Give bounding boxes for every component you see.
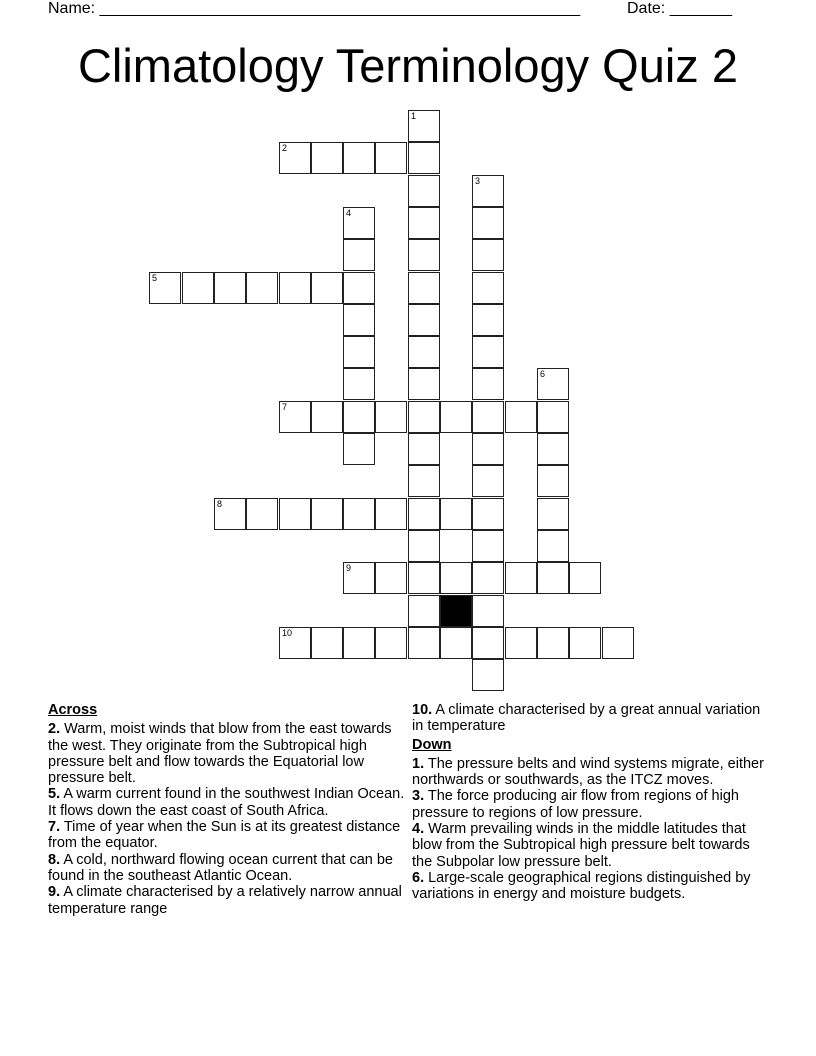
clue-down-4: 4. Warm prevailing winds in the middle latitudes that blow from the Subtropical high pressure belt towards the Subpolar low pressure belt. xyxy=(412,821,750,870)
grid-cell[interactable] xyxy=(343,368,375,400)
name-field-label: Name: ______________________________________________________ xyxy=(48,0,581,17)
grid-cell[interactable] xyxy=(246,498,278,530)
grid-cell[interactable] xyxy=(375,142,407,174)
grid-cell[interactable] xyxy=(343,304,375,336)
grid-cell[interactable] xyxy=(472,368,504,400)
grid-cell[interactable] xyxy=(279,142,311,174)
clue-number: 10 xyxy=(282,628,293,638)
grid-cell[interactable] xyxy=(246,272,278,304)
grid-cell[interactable] xyxy=(537,498,569,530)
grid-cell[interactable] xyxy=(569,627,601,659)
grid-cell[interactable] xyxy=(408,562,440,594)
grid-cell[interactable] xyxy=(505,401,537,433)
grid-cell[interactable] xyxy=(472,401,504,433)
across-heading: Across xyxy=(48,702,98,718)
grid-cell[interactable] xyxy=(408,498,440,530)
grid-cell[interactable] xyxy=(408,110,440,142)
grid-cell[interactable] xyxy=(408,272,440,304)
clue-down-1: 1. The pressure belts and wind systems migrate, either northwards or southwards, as the ITCZ moves. xyxy=(412,755,764,789)
grid-cell[interactable] xyxy=(343,239,375,271)
clue-down-3: 3. The force producing air flow from regions of high pressure to regions of low pressure. xyxy=(412,788,739,821)
page-title: Climatology Terminology Quiz 2 xyxy=(77,39,739,92)
grid-cell[interactable] xyxy=(408,336,440,368)
grid-cell[interactable] xyxy=(440,627,472,659)
grid-cell[interactable] xyxy=(408,465,440,497)
grid-cell[interactable] xyxy=(537,562,569,594)
grid-cell[interactable] xyxy=(279,498,311,530)
grid-cell[interactable] xyxy=(408,368,440,400)
clue-number: 4 xyxy=(346,208,352,218)
clue-down-6: 6. Large-scale geographical regions distinguished by variations in energy and moisture budgets. xyxy=(412,869,751,903)
grid-cell[interactable] xyxy=(472,627,504,659)
clue-across-8: 8. A cold, northward flowing ocean current that can be found in the southeast Atlantic Ocean. xyxy=(48,851,393,884)
grid-cell[interactable] xyxy=(537,530,569,562)
grid-cell[interactable] xyxy=(537,401,569,433)
grid-cell[interactable] xyxy=(440,498,472,530)
grid-cell[interactable] xyxy=(343,498,375,530)
clue-across-7: 7. Time of year when the Sun is at its greatest distance from the equator. xyxy=(48,819,401,852)
grid-cell[interactable] xyxy=(279,401,311,433)
clue-number: 6 xyxy=(540,369,546,379)
clue-across-5: 5. A warm current found in the southwest Indian Ocean. It flows down the east coast of South Africa. xyxy=(48,786,405,819)
grid-cell[interactable] xyxy=(311,498,343,530)
grid-cell[interactable] xyxy=(602,627,634,659)
grid-cell[interactable] xyxy=(472,433,504,465)
grid-cell[interactable] xyxy=(182,272,214,304)
grid-cell[interactable] xyxy=(343,433,375,465)
grid-cell[interactable] xyxy=(311,272,343,304)
grid-cell[interactable] xyxy=(472,659,504,691)
grid-cell[interactable] xyxy=(472,336,504,368)
grid-cell[interactable] xyxy=(472,272,504,304)
clue-number: 8 xyxy=(217,499,223,509)
grid-cell[interactable] xyxy=(408,530,440,562)
grid-cell[interactable] xyxy=(375,562,407,594)
clue-across-2: 2. Warm, moist winds that blow from the east towards the west. They originate from the Subtropical high pressure belt and flow towards the Equatorial low pressure belt. xyxy=(48,721,392,787)
clue-across-10: 10. A climate characterised by a great annual variation in temperature xyxy=(412,702,761,735)
grid-cell[interactable] xyxy=(311,627,343,659)
grid-cell[interactable] xyxy=(343,142,375,174)
grid-cell[interactable] xyxy=(408,401,440,433)
grid-cell[interactable] xyxy=(343,627,375,659)
grid-cell[interactable] xyxy=(408,175,440,207)
grid-cell[interactable] xyxy=(472,304,504,336)
grid-cell[interactable] xyxy=(440,401,472,433)
date-field-label: Date: _______ xyxy=(627,0,732,17)
clue-number: 1 xyxy=(411,111,417,121)
grid-cell[interactable] xyxy=(472,498,504,530)
grid-cell[interactable] xyxy=(472,207,504,239)
grid-cell[interactable] xyxy=(472,530,504,562)
clue-number: 7 xyxy=(282,402,288,412)
grid-cell[interactable] xyxy=(440,562,472,594)
grid-cell[interactable] xyxy=(472,595,504,627)
grid-cell[interactable] xyxy=(214,272,246,304)
grid-cell[interactable] xyxy=(279,272,311,304)
grid-cell[interactable] xyxy=(343,562,375,594)
clue-number: 3 xyxy=(475,176,481,186)
grid-cell[interactable] xyxy=(375,401,407,433)
grid-cell[interactable] xyxy=(408,239,440,271)
grid-cell[interactable] xyxy=(472,239,504,271)
clue-across-9: 9. A climate characterised by a relatively narrow annual temperature range xyxy=(48,884,402,917)
grid-cell[interactable] xyxy=(311,142,343,174)
grid-cell[interactable] xyxy=(472,175,504,207)
grid-cell[interactable] xyxy=(408,595,440,627)
grid-cell[interactable] xyxy=(408,627,440,659)
grid-cell[interactable] xyxy=(408,304,440,336)
grid-cell[interactable] xyxy=(311,401,343,433)
grid-cell[interactable] xyxy=(472,465,504,497)
grid-cell[interactable] xyxy=(375,627,407,659)
clue-number: 9 xyxy=(346,563,352,573)
grid-cell[interactable] xyxy=(408,433,440,465)
grid-cell[interactable] xyxy=(408,207,440,239)
grid-cell[interactable] xyxy=(279,627,311,659)
grid-cell[interactable] xyxy=(343,401,375,433)
grid-cell[interactable] xyxy=(149,272,181,304)
grid-cell[interactable] xyxy=(343,336,375,368)
grid-cell[interactable] xyxy=(537,627,569,659)
grid-cell[interactable] xyxy=(343,272,375,304)
grid-cell[interactable] xyxy=(375,498,407,530)
clue-number: 5 xyxy=(152,273,158,283)
black-grid-cell xyxy=(440,595,472,627)
grid-cell[interactable] xyxy=(505,562,537,594)
grid-cell[interactable] xyxy=(505,627,537,659)
grid-cell[interactable] xyxy=(569,562,601,594)
grid-cell[interactable] xyxy=(214,498,246,530)
grid-cell[interactable] xyxy=(408,142,440,174)
across-clues-column xyxy=(48,702,408,917)
grid-cell[interactable] xyxy=(343,207,375,239)
down-clues-column xyxy=(412,702,772,903)
grid-cell[interactable] xyxy=(537,433,569,465)
grid-cell[interactable] xyxy=(537,465,569,497)
grid-cell[interactable] xyxy=(472,562,504,594)
grid-cell[interactable] xyxy=(537,368,569,400)
clue-number: 2 xyxy=(282,143,288,153)
down-heading: Down xyxy=(412,736,452,753)
